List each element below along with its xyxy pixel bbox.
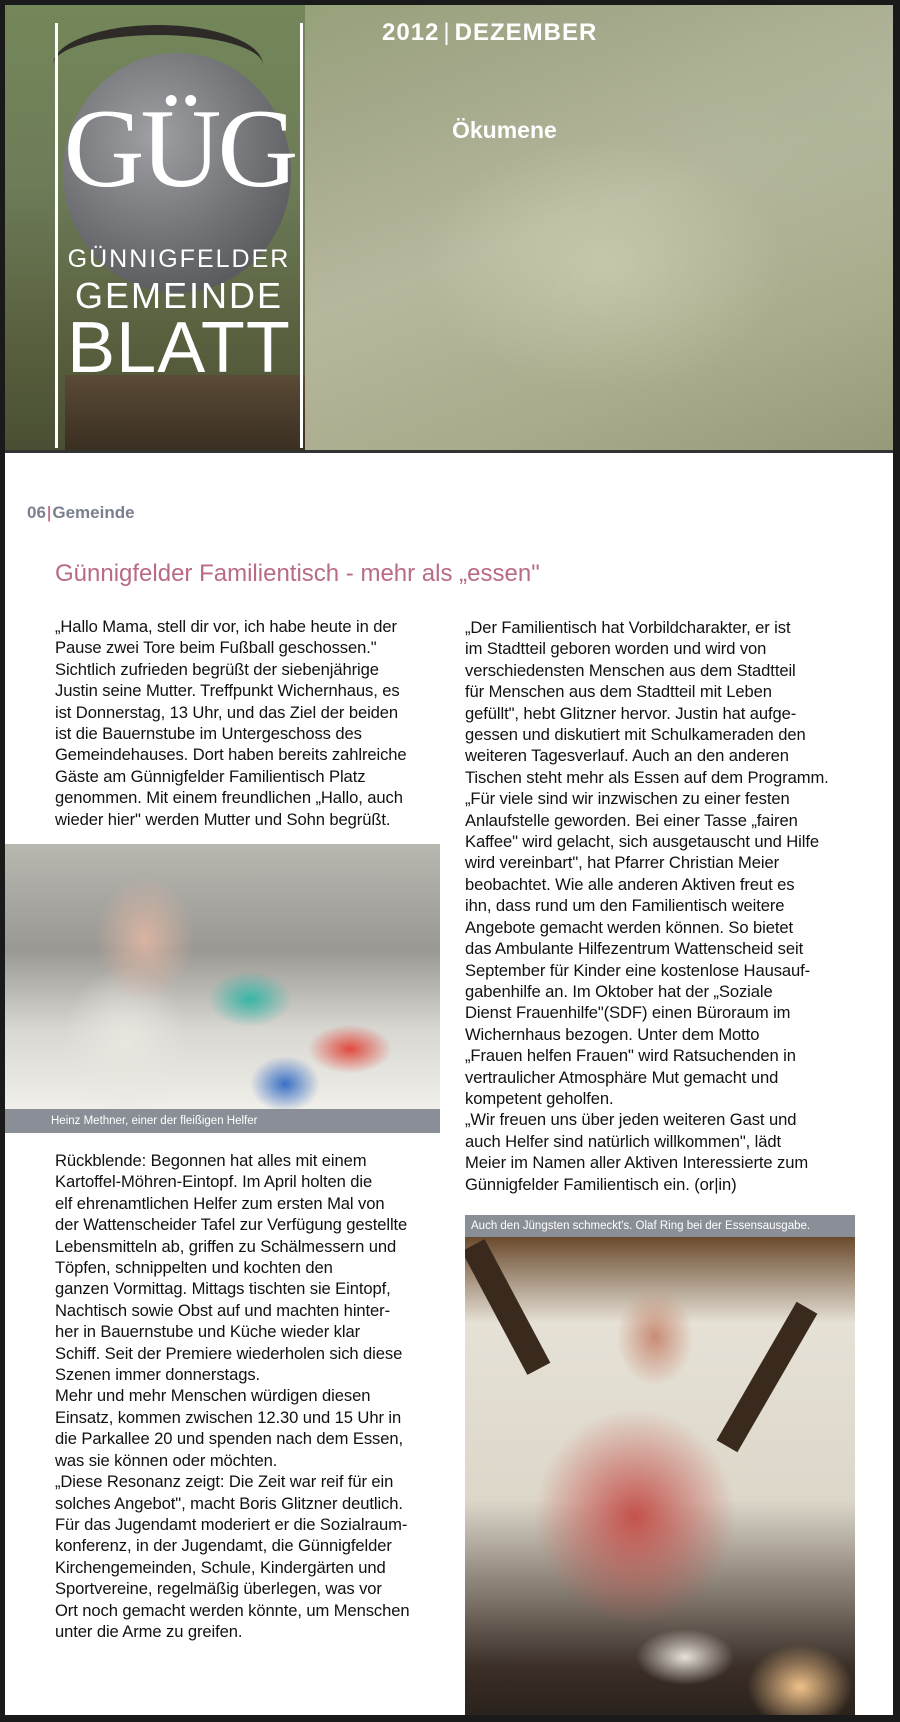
article-line: Rückblende: Begonnen hat alles mit einem: [55, 1151, 367, 1170]
issue-separator: |: [443, 19, 451, 46]
article-line: Kartoffel-Möhren-Eintopf. Im April holten die: [55, 1172, 373, 1192]
photo2-beam: [465, 1239, 550, 1375]
article-line: Dienst Frauenhilfe"(SDF) einen Büroraum im: [465, 1003, 791, 1023]
article-line: vertraulicher Atmosphäre Mut gemacht und: [465, 1067, 779, 1087]
article-line: gessen und diskutiert mit Schulkameraden den: [465, 725, 806, 745]
section-separator: |: [46, 503, 52, 522]
newsletter-page: [5, 5, 893, 1715]
article-line: Sportvereine, regelmäßig überlegen, was vor: [55, 1579, 382, 1599]
article-line: Justin seine Mutter. Treffpunkt Wichernhaus, es: [55, 681, 400, 701]
article-line: ihn, dass rund um den Familientisch weitere: [465, 896, 785, 916]
photo-food-service: [465, 1237, 855, 1715]
article-line: gefüllt", hebt Glitzner hervor. Justin hat aufge-: [465, 703, 797, 723]
article-line: „Der Familientisch hat Vorbildcharakter, er ist: [465, 618, 791, 637]
article-column-1-top: [55, 616, 455, 830]
article-line: Kaffee" wird gelacht, sich ausgetauscht und Hilfe: [465, 832, 819, 852]
article-line: „Wir freuen uns über jeden weiteren Gast und: [465, 1110, 797, 1130]
article-line: Anlaufstelle geworden. Bei einer Tasse „fairen: [465, 810, 798, 830]
article-line: auch Helfer sind natürlich willkommen", lädt: [465, 1131, 781, 1151]
article-line: Pause zwei Tore beim Fußball geschossen.": [55, 638, 377, 658]
article-line: der Wattenscheider Tafel zur Verfügung gestellte: [55, 1215, 408, 1235]
article-column-2: [465, 617, 875, 1195]
article-line: ist die Bauernstube im Untergeschoss des: [55, 724, 362, 744]
article-line: September für Kinder eine kostenlose Hausauf-: [465, 960, 811, 980]
photo2-beam: [717, 1302, 818, 1453]
logo-line-2: GEMEINDE: [74, 275, 284, 316]
page-number: 06: [27, 503, 46, 522]
logo-line-3: BLATT: [67, 308, 291, 388]
article-line: Schiff. Seit der Premiere wiederholen sich diese: [55, 1343, 403, 1363]
article-line: was sie können oder möchten.: [55, 1450, 278, 1470]
article-line: Gemeindehauses. Dort haben bereits zahlreiche: [55, 745, 407, 765]
article-line: Einsatz, kommen zwischen 12.30 und 15 Uhr in: [55, 1407, 402, 1427]
article-line: elf ehrenamtlichen Helfer zum ersten Mal von: [55, 1193, 385, 1213]
article-line: ganzen Vormittag. Mittags tischten sie Eintopf,: [55, 1279, 391, 1299]
article-line: Gäste am Günnigfelder Familientisch Platz: [55, 766, 366, 786]
article-line: Nachtisch sowie Obst auf und machten hinter-: [55, 1300, 391, 1320]
article-line: solches Angebot", macht Boris Glitzner deutlich.: [55, 1493, 403, 1513]
logo-abbreviation: GÜG: [63, 87, 295, 211]
article-line: Ort noch gemacht werden könnte, um Menschen: [55, 1600, 410, 1620]
article-line: genommen. Mit einem freundlichen „Hallo, auch: [55, 788, 403, 808]
article-line: kompetent geholfen.: [465, 1088, 614, 1108]
article-line: „Hallo Mama, stell dir vor, ich habe heute in der: [55, 617, 397, 636]
header-banner: [5, 5, 893, 450]
article-line: Angebote gemacht werden können. So bietet: [465, 917, 794, 937]
article-line: gabenhilfe an. Im Oktober hat der „Soziale: [465, 981, 773, 1001]
article-line: für Menschen aus dem Stadtteil mit Leben: [465, 682, 772, 702]
article-column-1-bottom: [55, 1150, 455, 1642]
article-line: Kirchengemeinden, Schule, Kindergärten und: [55, 1557, 386, 1577]
article-line: Meier im Namen aller Aktiven Interessierte zum: [465, 1153, 809, 1173]
article-line: Wichernhaus bezogen. Unter dem Motto: [465, 1024, 760, 1044]
header-divider: [5, 450, 893, 453]
photo2-caption: Auch den Jüngsten schmeckt's. Olaf Ring bei der Essensausgabe.: [465, 1215, 855, 1237]
article-line: Günnigfelder Familientisch ein. (or|in): [465, 1174, 737, 1194]
issue-category: Ökumene: [452, 117, 557, 143]
article-line: weiteren Tagesverlauf. Auch an den anderen: [465, 746, 789, 766]
article-line: im Stadtteil geboren worden und wird von: [465, 639, 767, 659]
issue-month: DEZEMBER: [454, 19, 598, 46]
article-line: die Parkallee 20 und spenden nach dem Essen,: [55, 1429, 403, 1449]
article-line: „Frauen helfen Frauen" wird Ratsuchenden in: [465, 1046, 796, 1066]
article-line: wird vereinbart", hat Pfarrer Christian Meier: [465, 853, 780, 873]
article-line: wieder hier" werden Mutter und Sohn begrüßt.: [55, 809, 391, 829]
issue-date: [382, 19, 597, 47]
article-line: unter die Arme zu greifen.: [55, 1621, 243, 1641]
photo1-caption: Heinz Methner, einer der fleißigen Helfer: [5, 1109, 440, 1133]
article-line: ist Donnerstag, 13 Uhr, und das Ziel der beiden: [55, 702, 399, 722]
logo-line-1: GÜNNIGFELDER: [67, 245, 291, 273]
article-line: Tischen steht mehr als Essen auf dem Programm.: [465, 767, 829, 787]
article-line: das Ambulante Hilfezentrum Wattenscheid seit: [465, 939, 804, 959]
article-line: Für das Jugendamt moderiert er die Sozialraum-: [55, 1514, 408, 1534]
issue-year: 2012: [382, 19, 440, 46]
article-line: Lebensmitteln ab, griffen zu Schälmessern und: [55, 1236, 397, 1256]
article-line: „Diese Resonanz zeigt: Die Zeit war reif für ein: [55, 1472, 394, 1492]
article-line: „Für viele sind wir inzwischen zu einer festen: [465, 789, 790, 809]
article-line: Sichtlich zufrieden begrüßt der siebenjährige: [55, 659, 379, 679]
article-line: Töpfen, schnippelten und kochten den: [55, 1258, 333, 1278]
article-line: Mehr und mehr Menschen würdigen diesen: [55, 1386, 371, 1406]
article-line: beobachtet. Wie alle anderen Aktiven freut es: [465, 874, 795, 894]
photo-helper-cooking: [5, 844, 440, 1109]
article-line: konferenz, in der Jugendamt, die Günnigfelder: [55, 1536, 392, 1556]
article-line: verschiedensten Menschen aus dem Stadtteil: [465, 660, 796, 680]
page-section-label: [27, 503, 135, 523]
article-line: her in Bauernstube und Küche wieder klar: [55, 1322, 361, 1342]
article-headline: Günnigfelder Familientisch - mehr als „essen": [55, 560, 540, 587]
article-line: Szenen immer donnerstags.: [55, 1365, 261, 1385]
section-name: Gemeinde: [52, 503, 135, 522]
